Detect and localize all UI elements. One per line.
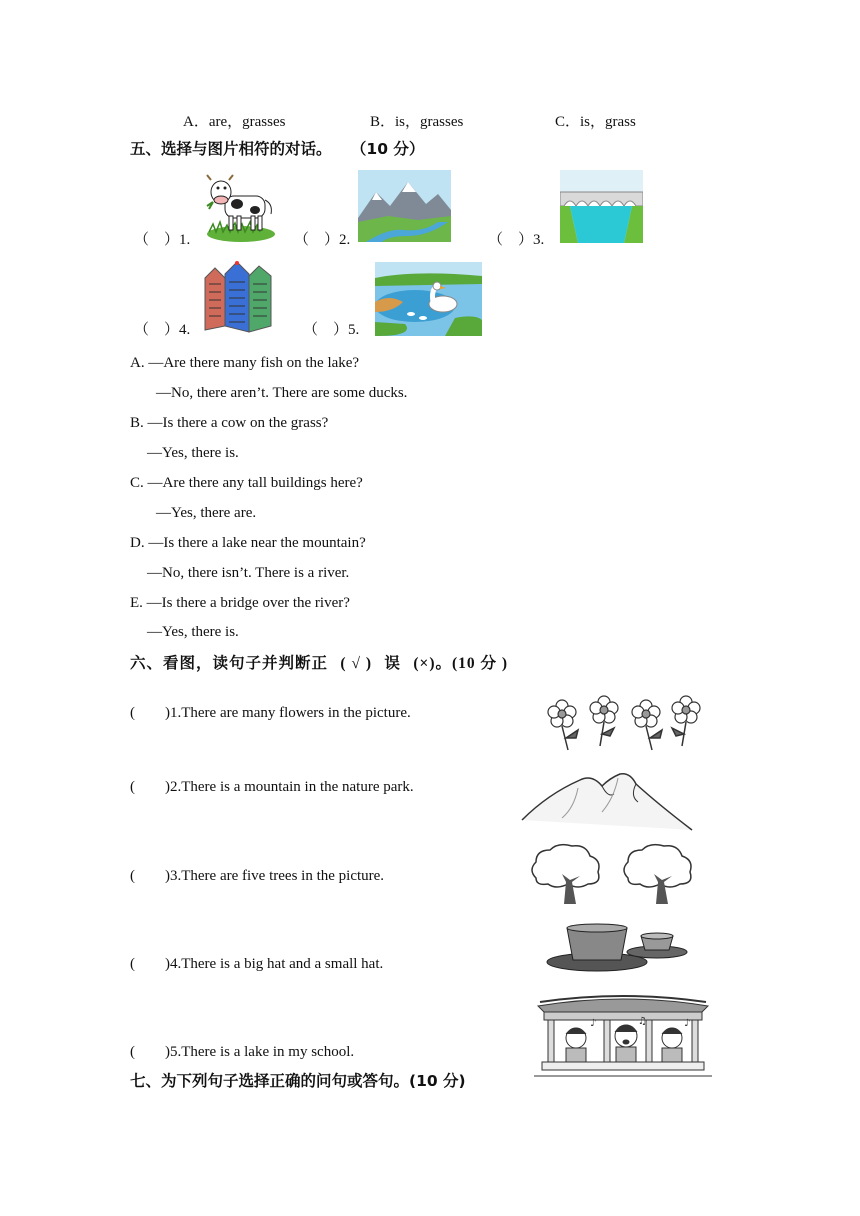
two-trees-picture <box>528 842 708 904</box>
mountain-river-picture <box>358 170 451 242</box>
dialogue-a-answer: —No, there aren’t. There are some ducks. <box>156 385 408 401</box>
ducks-on-lake-picture <box>375 262 482 336</box>
svg-text:♫: ♫ <box>638 1016 647 1027</box>
section6-mid: 误 <box>384 654 401 672</box>
s5-item-2-label: （ ）2. <box>294 232 351 248</box>
hats-picture <box>545 920 690 974</box>
dialogue-b-answer: —Yes, there is. <box>147 445 239 461</box>
pavilion-children-picture <box>534 992 712 1082</box>
dialogue-c-question: C. —Are there any tall buildings here? <box>130 475 363 491</box>
dialogue-b-question: B. —Is there a cow on the grass? <box>130 415 329 431</box>
dialogue-c-answer: —Yes, there are. <box>156 505 257 521</box>
cow-on-grass-picture <box>199 170 281 245</box>
option-a: A．are，grasses <box>183 114 286 130</box>
flowers-picture <box>538 694 710 752</box>
s5-item-1-label: （ ）1. <box>134 232 191 248</box>
mountain-sketch-picture <box>518 768 698 834</box>
s6-item-5: ( )5.There is a lake in my school. <box>130 1044 355 1060</box>
dialogue-a-question: A. —Are there many fish on the lake? <box>130 355 360 371</box>
tall-buildings-picture <box>201 260 275 335</box>
s6-item-3: ( )3.There are five trees in the picture. <box>130 868 385 884</box>
dialogue-e-question: E. —Is there a bridge over the river? <box>130 595 350 611</box>
svg-text:♪: ♪ <box>590 1018 597 1029</box>
section7-title: 七、为下列句子选择正确的问句或答句。(10 分) <box>130 1072 466 1090</box>
s6-item-4: ( )4.There is a big hat and a small hat. <box>130 956 384 972</box>
s5-item-4-label: （ ）4. <box>134 322 191 338</box>
s6-item-1: ( )1.There are many flowers in the picture. <box>130 705 411 721</box>
option-c: C．is，grass <box>555 114 636 130</box>
bridge-over-river-picture <box>560 170 643 243</box>
s5-item-3-label: （ ）3. <box>488 232 545 248</box>
section6-cross: (×)。(10 分 ) <box>413 655 509 672</box>
section5-score: （10 分） <box>350 140 425 158</box>
option-b: B．is，grasses <box>370 114 464 130</box>
section5-title <box>130 139 424 159</box>
section6-title-text: 六、看图，读句子并判断正 <box>130 654 329 672</box>
dialogue-d-question: D. —Is there a lake near the mountain? <box>130 535 366 551</box>
dialogue-e-answer: —Yes, there is. <box>147 624 239 640</box>
section6-title <box>130 653 508 674</box>
section6-mark: ( √ ) <box>340 655 373 672</box>
dialogue-d-answer: —No, there isn’t. There is a river. <box>147 565 350 581</box>
s5-item-5-label: （ ）5. <box>303 322 360 338</box>
svg-text:♪: ♪ <box>684 1018 691 1029</box>
s6-item-2: ( )2.There is a mountain in the nature park. <box>130 779 414 795</box>
section5-title-text: 五、选择与图片相符的对话。 <box>130 140 332 158</box>
